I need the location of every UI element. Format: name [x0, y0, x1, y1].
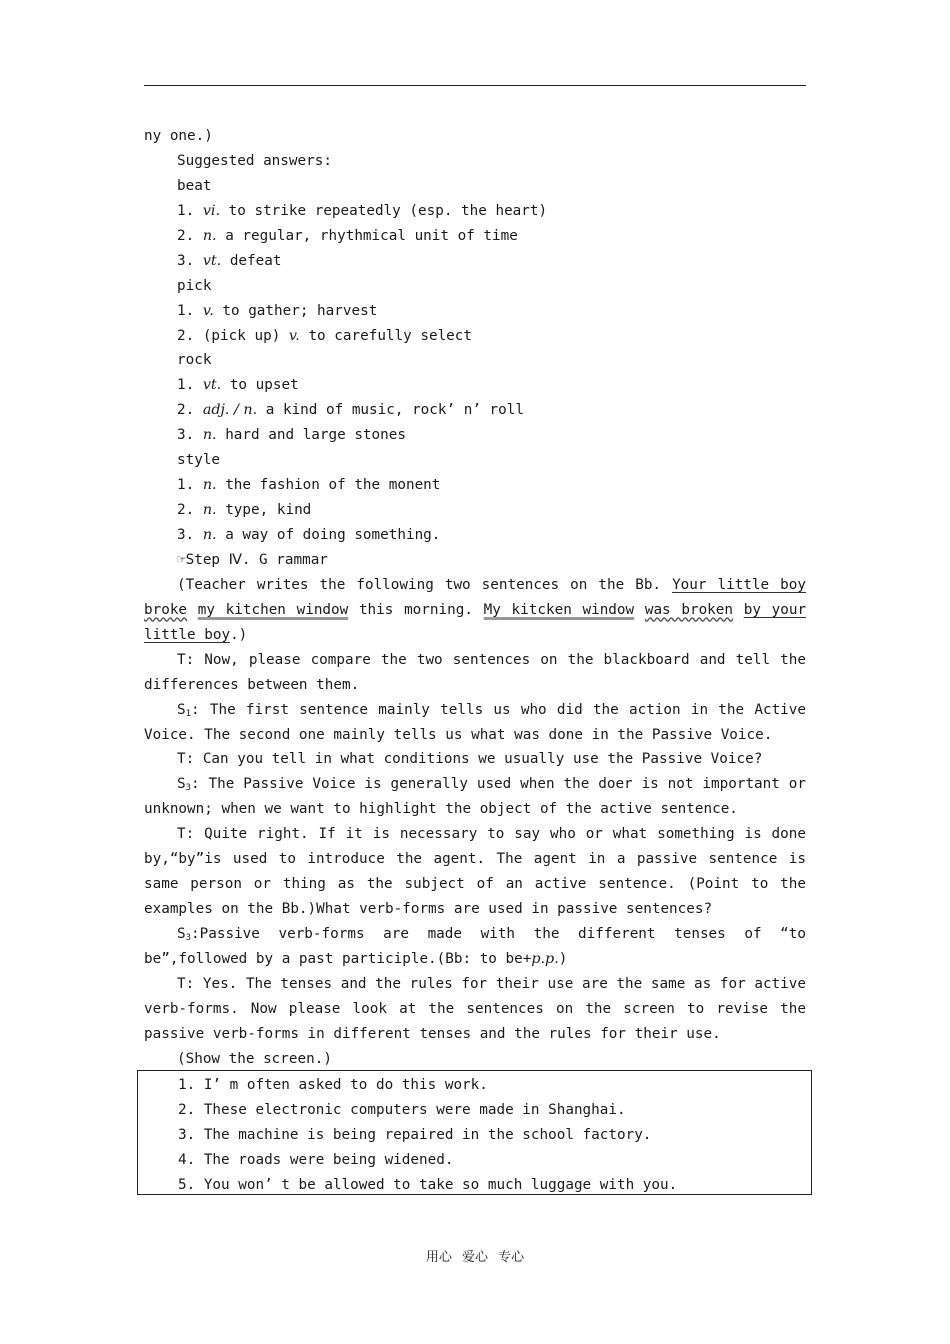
definition-line: 1. v. to gather; harvest: [177, 302, 378, 319]
screen-item: 1. I’ m often asked to do this work.: [178, 1077, 488, 1093]
dialogue-line: verb-forms. Now please look at the sentences on the screen to revise the: [144, 1000, 806, 1017]
teacher-intro-line-2: broke my kitchen window this morning. My kitcken window was broken by your: [144, 601, 806, 618]
show-screen-note: (Show the screen.): [177, 1050, 332, 1067]
dialogue-line: T: Quite right. If it is necessary to say who or what something is done: [177, 826, 806, 843]
sentence-subject: Your little boy: [672, 576, 806, 593]
definition-line: 2. adj. / n. a kind of music, rock’ n’ roll: [177, 402, 524, 419]
passive-agent: by your: [743, 601, 806, 618]
screen-item: 2. These electronic computers were made in Shanghai.: [178, 1101, 626, 1118]
header-rule: [144, 85, 806, 86]
sentence-verb: broke: [144, 601, 188, 618]
dialogue-line: be”,followed by a past participle.(Bb: to be+p.p.): [144, 950, 568, 967]
sentence-object: my kitchen window: [197, 601, 349, 618]
headword-beat: beat: [177, 177, 212, 194]
passive-verb: was broken: [644, 601, 734, 618]
definition-line: 2. n. type, kind: [177, 502, 312, 519]
screen-example-box: [137, 1070, 812, 1195]
definition-line: 3. vt. defeat: [177, 252, 282, 269]
definition-line: 1. vi. to strike repeatedly (esp. the heart): [177, 202, 548, 219]
screen-item: 4. The roads were being widened.: [178, 1151, 454, 1168]
dialogue-line: by,“by”is used to introduce the agent. The agent in a passive sentence is: [144, 851, 806, 868]
step-heading: ☞Step Ⅳ. G rammar: [177, 551, 328, 568]
passive-subject: My kitcken window: [483, 601, 635, 618]
screen-item: 5. You won’ t be allowed to take so much luggage with you.: [178, 1176, 678, 1193]
dialogue-line: $S_3$: The Passive Voice is generally used when the doer is not important or: [177, 776, 806, 794]
definition-line: 3. n. hard and large stones: [177, 427, 406, 444]
dialogue-line: T: Yes. The tenses and the rules for their use are the same as for active: [177, 975, 806, 992]
headword-style: style: [177, 452, 221, 469]
definition-line: 1. n. the fashion of the monent: [177, 477, 441, 494]
continued-text: ny one.): [144, 128, 213, 144]
teacher-intro-line-3: little boy.): [144, 626, 248, 643]
dialogue-line: $S_1$: The first sentence mainly tells us who did the action in the Active: [177, 701, 806, 719]
page-footer: 用心 爱心 专心: [425, 1250, 525, 1265]
document-body: [144, 124, 806, 1072]
headword-pick: pick: [177, 277, 212, 294]
passive-agent-cont: little boy: [144, 626, 231, 643]
dialogue-line: Voice. The second one mainly tells us what was done in the Passive Voice.: [144, 726, 773, 743]
headword-rock: rock: [177, 352, 212, 369]
dialogue-line: passive verb-forms in different tenses and the rules for their use.: [144, 1025, 721, 1042]
suggested-answers-heading: Suggested answers:: [177, 152, 332, 169]
screen-item: 3. The machine is being repaired in the school factory.: [178, 1126, 652, 1143]
dialogue-line: differences between them.: [144, 676, 360, 693]
definition-line: 1. vt. to upset: [177, 377, 299, 394]
teacher-intro-line-1: (Teacher writes the following two sentences on the Bb. Your little boy: [177, 576, 806, 593]
dialogue-line: unknown; when we want to highlight the object of the active sentence.: [144, 801, 738, 818]
dialogue-line: same person or thing as the subject of an active sentence. (Point to the: [144, 876, 806, 893]
definition-line: 3. n. a way of doing something.: [177, 527, 441, 543]
dialogue-line: examples on the Bb.)What verb-forms are used in passive sentences?: [144, 901, 713, 918]
dialogue-line: T: Now, please compare the two sentences on the blackboard and tell the: [177, 651, 806, 668]
dialogue-line: $S_3:Passive$ verb-forms are made with the different tenses of “to: [177, 926, 806, 943]
dialogue-line: T: Can you tell in what conditions we usually use the Passive Voice?: [177, 751, 763, 768]
definition-line: 2. (pick up) v. to carefully select: [177, 327, 472, 344]
definition-line: 2. n. a regular, rhythmical unit of time: [177, 227, 518, 244]
